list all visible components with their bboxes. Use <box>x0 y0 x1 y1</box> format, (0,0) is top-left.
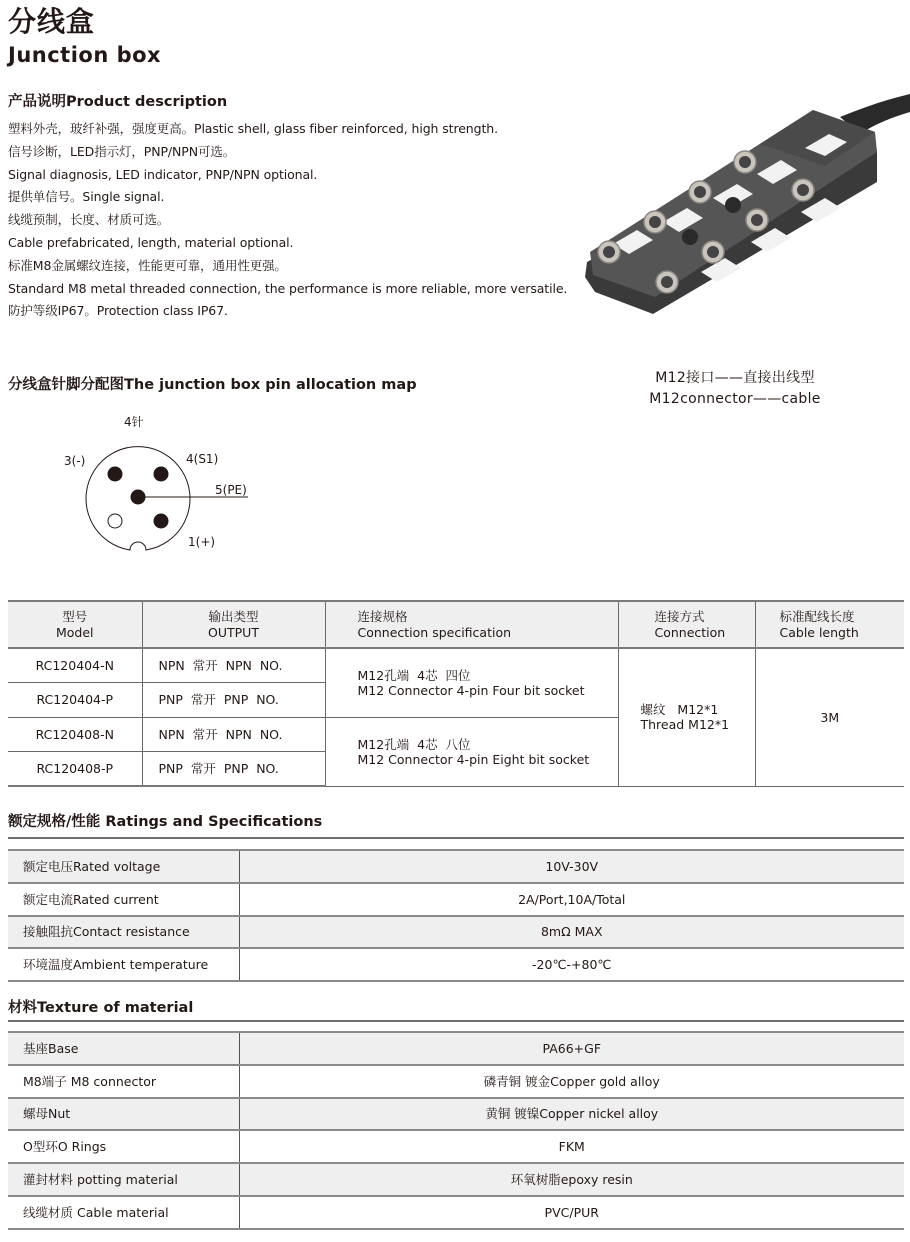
description-line: 防护等级IP67。Protection class IP67. <box>8 303 228 319</box>
header-connection-spec: 连接规格 Connection specification <box>325 601 618 648</box>
material-value: 黄铜 镀镍Copper nickel alloy <box>485 1106 659 1122</box>
table-row <box>8 1065 904 1098</box>
material-label: 灌封材料 potting material <box>8 1163 239 1196</box>
material-value: 磷青铜 镀金Copper gold alloy <box>483 1073 660 1089</box>
page-title-en: Junction box <box>8 43 162 67</box>
output-cell: NPN 常开 NPN NO. <box>142 717 325 752</box>
product-description-heading: 产品说明Product description <box>8 94 228 110</box>
pin-3 <box>108 467 123 482</box>
pin-map-heading: 分线盒针脚分配图The junction box pin allocation map <box>8 377 417 393</box>
material-value: PVC/PUR <box>544 1204 599 1220</box>
table-row <box>8 916 904 949</box>
model-cell: RC120408-P <box>8 752 142 787</box>
material-label: M8端子 M8 connector <box>8 1065 239 1098</box>
page-title-cn: 分线盒 <box>8 5 96 38</box>
description-line: Signal diagnosis, LED indicator, PNP/NPN optional. <box>8 166 318 182</box>
junction-box-illustration <box>585 92 910 342</box>
rating-value: -20℃-+80℃ <box>532 957 612 973</box>
pin-1 <box>154 514 169 529</box>
description-line: 线缆预制，长度、材质可选。 <box>8 212 170 228</box>
material-value: FKM <box>558 1139 585 1155</box>
output-cell: NPN 常开 NPN NO. <box>142 648 325 683</box>
ratings-table <box>8 849 904 982</box>
table-row <box>8 883 904 916</box>
product-description <box>8 118 568 323</box>
product-caption-cn: M12接口——直接出线型 <box>655 370 815 386</box>
table-row <box>8 1196 904 1229</box>
rating-value: 2A/Port,10A/Total <box>518 891 626 907</box>
connection-cell: 螺纹 M12*1 Thread M12*1 <box>618 648 755 786</box>
material-label: 螺母Nut <box>8 1098 239 1131</box>
table-row <box>8 1098 904 1131</box>
product-caption <box>620 368 850 410</box>
description-line: 信号诊断，LED指示灯，PNP/NPN可选。 <box>8 143 236 159</box>
table-row <box>8 1130 904 1163</box>
rating-value: 10V-30V <box>545 858 599 874</box>
table-row <box>8 1032 904 1065</box>
rating-label: 额定电流Rated current <box>8 883 239 916</box>
spec-cell: M12孔端 4芯 八位 M12 Connector 4-pin Eight bit socket <box>325 717 618 786</box>
model-cell: RC120404-P <box>8 683 142 718</box>
rating-label: 额定电压Rated voltage <box>8 850 239 883</box>
ratings-heading: 额定规格/性能 Ratings and Specifications <box>8 814 323 830</box>
material-value: 环氧树脂epoxy resin <box>510 1172 633 1188</box>
material-value: PA66+GF <box>542 1040 602 1056</box>
description-line: 塑料外壳，玻纤补强，强度更高。Plastic shell, glass fiber reinforced, high strength. <box>8 121 498 136</box>
description-line: 标准M8金属螺纹连接，性能更可靠，通用性更强。 <box>8 257 287 273</box>
materials-heading: 材料Texture of material <box>8 1000 194 1016</box>
header-cable-length: 标准配线长度 Cable length <box>755 601 904 648</box>
model-table <box>8 600 904 787</box>
rating-label: 环境温度Ambient temperature <box>8 948 239 981</box>
materials-divider <box>8 1020 904 1022</box>
model-cell: RC120408-N <box>8 717 142 752</box>
pin5-label: 5(PE) <box>215 483 247 497</box>
pin1-label: 1(+) <box>188 535 216 549</box>
header-model: 型号 Model <box>8 601 142 648</box>
header-output: 输出类型 OUTPUT <box>142 601 325 648</box>
rating-label: 接触阻抗Contact resistance <box>8 916 239 949</box>
spec-cell: M12孔端 4芯 四位 M12 Connector 4-pin Four bit socket <box>325 648 618 717</box>
output-cell: PNP 常开 PNP NO. <box>142 683 325 718</box>
pin4-label: 4(S1) <box>186 452 219 466</box>
pin-count-label: 4针 <box>124 415 144 429</box>
output-cell: PNP 常开 PNP NO. <box>142 752 325 787</box>
description-line: Standard M8 metal threaded connection, the performance is more reliable, more versatile. <box>8 280 568 296</box>
description-line: Cable prefabricated, length, material optional. <box>8 234 294 250</box>
materials-table <box>8 1031 904 1230</box>
rating-value: 8mΩ MAX <box>540 924 603 940</box>
pin-diagram <box>80 440 260 560</box>
model-table-header <box>8 601 904 648</box>
table-row <box>8 648 904 683</box>
ratings-divider <box>8 837 904 839</box>
junction-box-product-photo <box>585 92 910 342</box>
pin-2-empty <box>108 514 122 528</box>
cable-length-cell: 3M <box>755 648 904 786</box>
pin3-label: 3(-) <box>64 454 86 468</box>
material-label: O型环O Rings <box>8 1130 239 1163</box>
header-connection: 连接方式 Connection <box>618 601 755 648</box>
pin-4 <box>154 467 169 482</box>
table-row <box>8 948 904 981</box>
product-caption-en: M12connector——cable <box>649 391 821 407</box>
material-label: 线缆材质 Cable material <box>8 1196 239 1229</box>
material-label: 基座Base <box>8 1032 239 1065</box>
table-row <box>8 1163 904 1196</box>
table-row <box>8 850 904 883</box>
description-line: 提供单信号。Single signal. <box>8 189 165 205</box>
model-cell: RC120404-N <box>8 648 142 683</box>
